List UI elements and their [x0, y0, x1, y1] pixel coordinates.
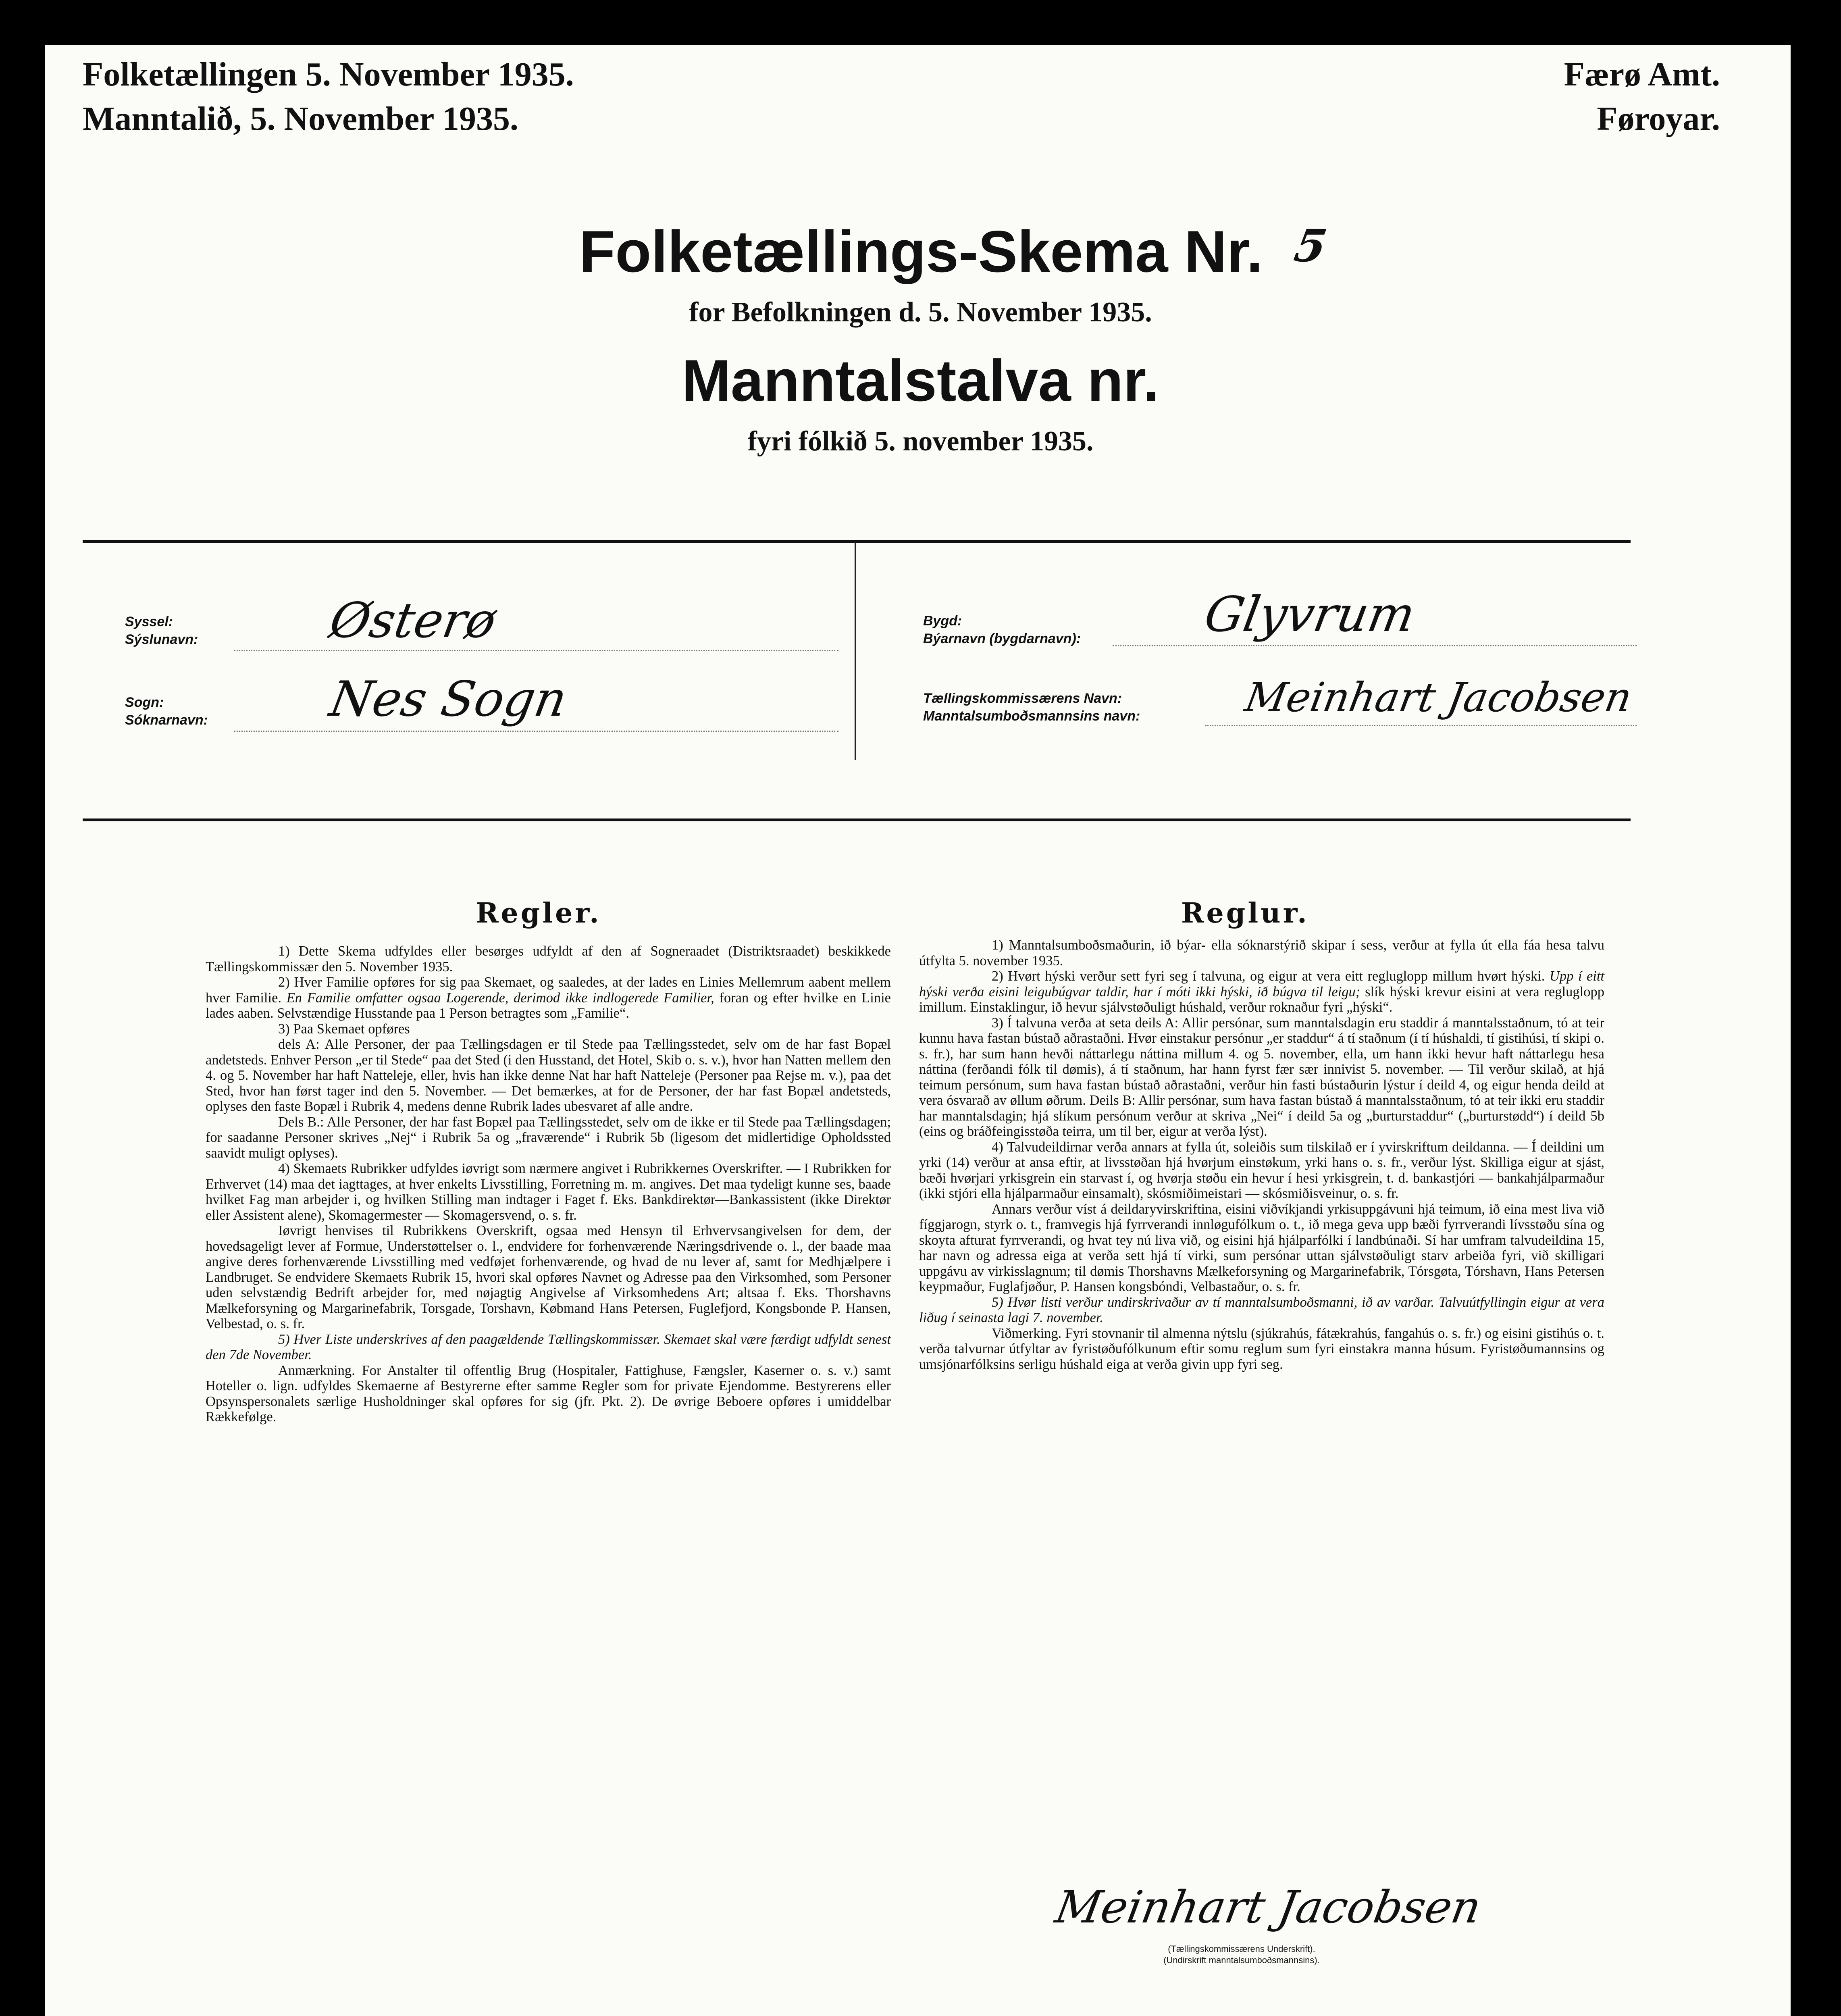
syssel-label	[125, 613, 198, 648]
reglur-rule-5: 5) Hvør listi verður undirskrivaður av tí manntalsumboðsmanni, ið av varðar. Talvuútfyllingin eigur at vera liðug í seinasta lagi 7. november.	[919, 1294, 1604, 1325]
sogn-line	[234, 731, 838, 732]
regler-rule-2-italic: En Familie omfatter ogsaa Logerende, derimod ikke indlogerede Familier,	[286, 990, 714, 1006]
header-title-faroese: Manntalið, 5. November 1935.	[83, 100, 519, 137]
header-left	[83, 52, 574, 141]
kommissaer-label-danish: Tællingskommissærens Navn:	[923, 691, 1122, 706]
kommissaer-value: Meinhart Jacobsen	[1241, 674, 1635, 721]
reglur-note: Viðmerking. Fyri stovnanir til almenna nýtslu (sjúkrahús, fátækrahús, fangahús o. s. fr.) og eisini gistihús o. t. verða talvurnar útfyltar av fyristøðufólkunum eftir somu reglum sum fyri einstakra manna húsum. Fyristøðumannsins og umsjónarfólksins serligu húshald eiga at verða givin upp fyri seg.	[919, 1325, 1604, 1372]
syssel-line	[234, 650, 838, 651]
bygd-line	[1113, 645, 1637, 646]
reglur-rule-2-text-end: slík hýski krevur eisini at vera regluglopp imillum. Einstaklingur, ið hevur sjálvstøðuligt húshald, verður roknaður fyri „hýski“.	[919, 984, 1604, 1015]
reglur-rule-2-text: 2) Hvørt hýski verður sett fyri seg í talvuna, og eigur at vera eitt regluglopp millum hvørt hýski.	[992, 968, 1545, 984]
regler-rule-3: 3) Paa Skemaet opføres	[278, 1021, 410, 1037]
header-title-danish: Folketællingen 5. November 1935.	[83, 56, 574, 93]
reglur-column	[919, 937, 1604, 1372]
commissioner-signature: Meinhart Jacobsen	[1051, 1881, 1485, 1933]
form-number-handwritten: 5	[1291, 220, 1331, 272]
regler-rule-1: 1) Dette Skema udfyldes eller besørges udfyldt af den af Sogneraadet (Distriktsraadet) beskikkede Tællingskommissær den 5. November 1935.	[206, 943, 891, 975]
top-divider	[83, 540, 1631, 543]
reglur-title: Reglur.	[1181, 897, 1309, 929]
sogn-label-danish: Sogn:	[125, 695, 164, 710]
reglur-rule-2-italic: Upp í eitt hýski verða eisini leigubúgvar taldir, har í móti ikki hýski, ið búgva til leigu;	[919, 968, 1605, 1000]
signature-caption	[1056, 1943, 1427, 1966]
bygd-label-faroese: Býarnavn (bygdarnavn):	[923, 631, 1081, 646]
regler-column	[206, 943, 891, 1425]
regler-rule-4: 4) Skemaets Rubrikker udfyldes iøvrigt som nærmere angivet i Rubrikkernes Overskrifter. — I Rubrikken for Erhvervet (14) maa det iagttages, at hver enkelts Livsstilling, Forretning m. m. angives. Det maa tydeligt kunne ses, baade hvilket Fag man arbejder i, og hvilken Stilling man indtager i Faget f. Eks. Bankdirektør—Bankassistent (ikke Direktør eller Assistent alene), Skomagermester — Skomagersvend, o. s. fr.	[206, 1161, 891, 1223]
regler-rule-2	[206, 975, 891, 1021]
signature-caption-danish: (Tællingskommissærens Underskrift).	[1168, 1944, 1315, 1954]
form-title-danish	[32, 218, 1841, 285]
form-subtitle-faroese: fyri fólkið 5. november 1935.	[747, 426, 1094, 457]
signature-caption-faroese: (Undirskrift manntalsumboðsmannsins).	[1163, 1955, 1320, 1965]
kommissaer-label	[923, 689, 1140, 725]
regler-rule-3a: dels A: Alle Personer, der paa Tællingsdagen er til Stede paa Tællingsstedet, selv om de har fast Bopæl andetsteds. Enhver Person „er til Stede“ paa det Sted (i den Husstand, det Hotel, Skib o. s. v.), hvor han Natten mellem den 4. og 5. November har haft Natteleje, eller, hvis han ikke denne Nat har haft Natteleje (Personer paa Rejse m. v.), paa det Sted, hvor han først tager ind den 5. November. — Det bemærkes, at for de Personer, der har fast Bopæl andetsteds, oplyses den faste Bopæl i Rubrik 4, medens denne Rubrik lades ubesvaret af alle andre.	[206, 1037, 891, 1114]
header-right	[1564, 52, 1720, 141]
regler-title: Regler.	[476, 897, 601, 929]
sogn-label	[125, 694, 208, 729]
syssel-value: Østerø	[325, 593, 501, 649]
bygd-label	[923, 612, 1081, 648]
reglur-rule-4b: Annars verður víst á deildaryvirskriftina, eisini viðvíkjandi yrkisuppgávuni hjá teimum, ið eina mest liva við fíggjarogn, styrk o. t., framvegis hjá fyrrverandi innløgufólkum o. t., ið mega geva upp bæði fyrrverandi lívsstøðu sína og skoyta afturat fyrrverandi, og hvat tey nú liva við, og eisini hjá hjálparfólki í landbúnaði. Sí har umfram talvudeildina 15, har navn og adressa eiga at verða sett hjá tí virki, sum persónar uttan sjálvstøðuligt starv arbeiða fyri, við skilligari uppgávu av virkisslagnum; til dømis Thorshavns Mælkeforsyning og Margarinefabrik, Tórsgøta, Tórshavn, Hans Petersen keypmaður, Fuglafjøður, P. Hansen kongsbóndi, Velbastaður, o. s. fr.	[919, 1201, 1604, 1294]
sogn-value: Nes Sogn	[325, 671, 571, 727]
reglur-rule-4: 4) Talvudeildirnar verða annars at fylla út, soleiðis sum tilskilað er í yvirskriftum deildanna. — Í deildini um yrki (14) verður at ansa eftir, at livsstøðan hjá hvørjum einstøkum, yrki hans o. s. fr., verður lýst. Skilliga eigur at sjást, bæði hvørjari yrkisgrein ein starvast í, og hvørja støðu ein hevur í hesi yrkisgrein, t. d. bankastjóri — bankahjálparmaður (ikki stjóri ella hjálparmaður einsamalt), skósmiðimeistari — skósmiðisveinur, o. s. fr.	[919, 1139, 1604, 1201]
regler-note: Anmærkning. For Anstalter til offentlig Brug (Hospitaler, Fattighuse, Fængsler, Kaserner o. s. v.) samt Hoteller o. lign. udfyldes Skemaerne af Bestyrerne efter samme Regler som for private Ejendomme. Bestyrerens eller Opsynspersonalets særlige Husholdninger skal opføres for sig (jfr. Pkt. 2). De øvrige Beboere opføres i umiddelbar Rækkefølge.	[206, 1362, 891, 1425]
syssel-label-danish: Syssel:	[125, 614, 173, 629]
reglur-rule-1: 1) Manntalsumboðsmaðurin, ið býar- ella sóknarstýrið skipar í sess, verður at fylla út ella fáa hesa talvu útfylta 5. november 1935.	[919, 937, 1604, 968]
regler-rule-2-text-end: foran og efter hvilke en Linie lades aaben. Selvstændige Husstande paa 1 Person betragtes som „Familie“.	[206, 990, 891, 1021]
bygd-label-danish: Bygd:	[923, 613, 962, 629]
field-column-divider	[855, 542, 856, 760]
regler-rule-5: 5) Hver Liste underskrives af den paagældende Tællingskommissær. Skemaet skal være færdigt udfyldt senest den 7de November.	[206, 1331, 891, 1362]
syssel-label-faroese: Sýslunavn:	[125, 632, 198, 647]
sogn-label-faroese: Sóknarnavn:	[125, 712, 208, 728]
form-title-text: Folketællings-Skema Nr.	[579, 219, 1263, 284]
kommissaer-label-faroese: Manntalsumboðsmannsins navn:	[923, 708, 1140, 724]
form-subtitle-danish: for Befolkningen d. 5. November 1935.	[689, 297, 1152, 328]
bygd-value: Glyvrum	[1200, 587, 1419, 643]
regler-rule-4b: Iøvrigt henvises til Rubrikkens Overskrift, ogsaa med Hensyn til Erhvervsangivelsen for dem, der hovedsageligt lever af Formue, Understøttelser o. l., endvidere for forhenværende Næringsdrivende o. l., der baade maa angive deres forhenværende Livsstilling med vedføjet forhenværende, og hvad de nu lever af, samt for Medhjælpere i Landbruget. Se endvidere Skemaets Rubrik 15, hvori skal opføres Navnet og Adresse paa den Virksomhed, som Personer uden selvstændig Bedrift arbejder for, med nøjagtig Angivelse af Virksomhedens Art; altsaa f. Eks. Thorshavns Mælkeforsyning og Margarinefabrik, Torsgade, Torshavn, Købmand Hans Petersen, Fuglefjord, Kongsbonde P. Hansen, Velbestad, o. s. fr.	[206, 1223, 891, 1331]
bottom-divider	[83, 818, 1631, 821]
header-county-faroese: Føroyar.	[1597, 100, 1720, 137]
regler-rule-2-text: 2) Hver Familie opføres for sig paa Skemaet, og saaledes, at der lades en Linies Mellemrum aabent mellem hver Familie.	[206, 975, 891, 1006]
header-county-danish: Færø Amt.	[1564, 56, 1720, 93]
reglur-rule-3: 3) Í talvuna verða at seta deils A: Allir persónar, sum manntalsdagin eru staddir á manntalsstaðnum, tó at teir kunnu hava fastan bústað aðrastaðni. Hvør einstakur persónur „er staddur“ á tí staðnum (í tí húshaldi, tí gistihúsi, tí skipi o. s. fr.), har sum hann hevði náttarlegu náttina millum 4. og 5. november, ella, um hann ikki hevur haft náttarlegu hesa náttina (ferðandi fólk til dømis), á tí staðnum, har hann fyrst fær sær innivist 5. november. — Til verður skilað, at hjá teimum persónum, sum hava fastan bústað aðrastaðni, verður hin fasti bústaðurin lýstur í deild 4, og eigur henda deild at vera ósvarað av øllum øðrum. Deils B: Allir persónar, sum hava fastan bústað á manntalsstaðnum, tó at teir ikki eru staddir har manntalsdagin; hjá slíkum persónum verður at skriva „Nei“ í deild 5a og „burturstaddur“ („burturstødd“) í deild 5b (eins og bráðfeingisstøða teirra, um til ber, eigur at verða lýst).	[919, 1015, 1604, 1139]
reglur-rule-2	[919, 968, 1604, 1015]
regler-rule-3b: Dels B.: Alle Personer, der har fast Bopæl paa Tællingsstedet, selv om de ikke er til Stede paa Tællingsdagen; for saadanne Personer skrives „Nej“ i Rubrik 5a og „fraværende“ i Rubrik 5b (ligesom det midlertidige Opholdssted saavidt muligt oplyses).	[206, 1114, 891, 1161]
form-title-faroese: Manntalstalva nr.	[682, 348, 1159, 413]
